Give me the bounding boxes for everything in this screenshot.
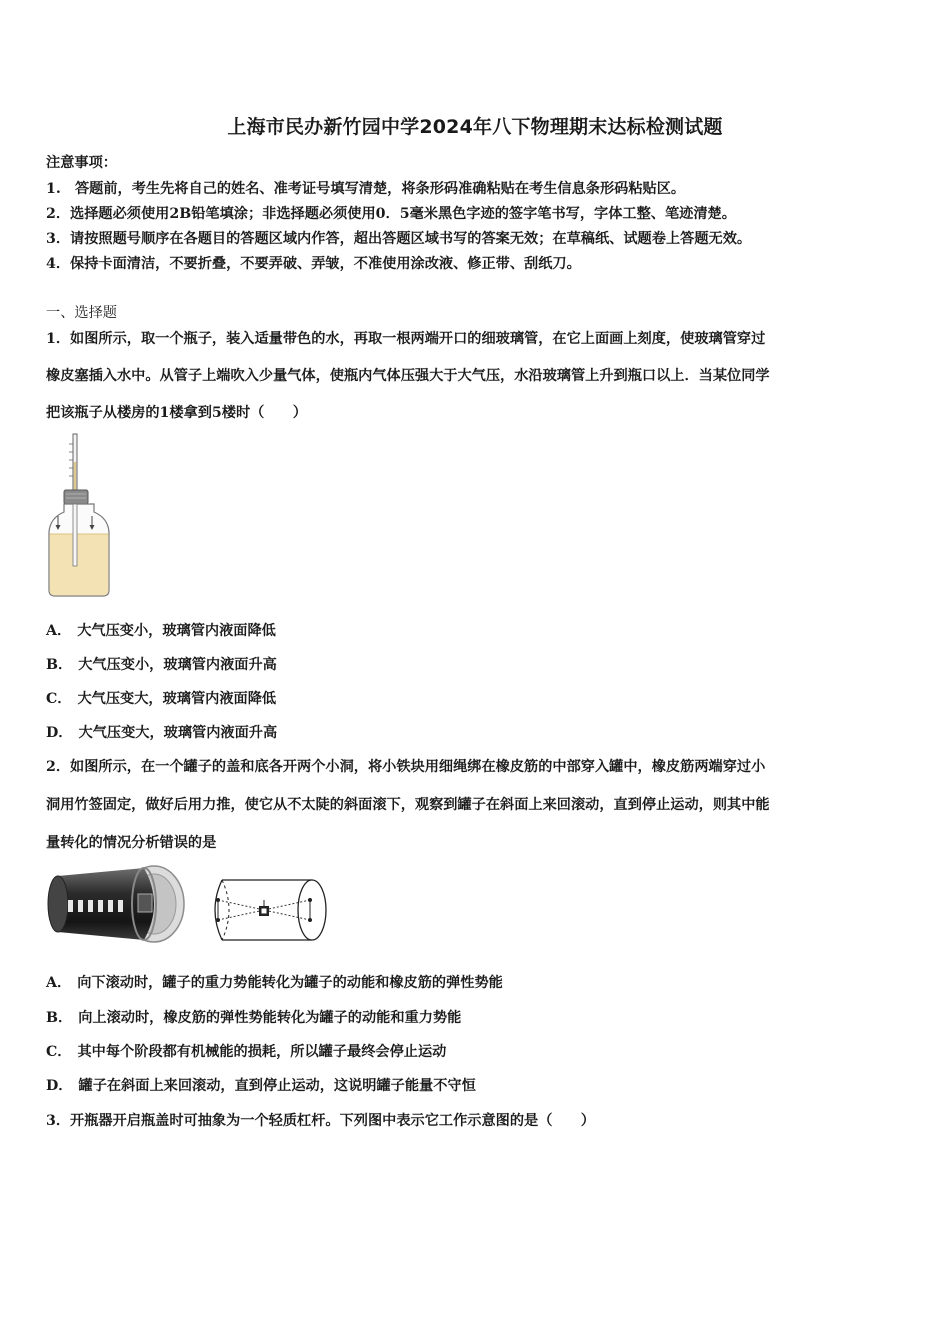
question-1-option-c[interactable] [46,688,276,708]
option-text: 其中每个阶段都有机械能的损耗，所以罐子最终会停止运动 [77,1044,447,1060]
notice-item: 4．保持卡面清洁，不要折叠，不要弄破、弄皱，不准使用涂改液、修正带、刮纸刀。 [46,256,581,272]
question-2-option-b[interactable] [46,1007,461,1027]
option-letter: A． [46,975,72,991]
option-letter: C． [46,1044,72,1060]
question-1-line: 把该瓶子从楼房的1楼拿到5楼时（ ） [46,405,307,421]
option-letter: B． [46,1010,73,1026]
option-letter: D． [46,1078,73,1094]
option-letter: A． [46,623,72,639]
option-text: 罐子在斜面上来回滚动，直到停止运动，这说明罐子能量不守恒 [78,1078,476,1094]
question-1-line: 橡皮塞插入水中。从管子上端吹入少量气体，使瓶内气体压强大于大气压，水沿玻璃管上升到瓶口以上．当某位同学 [46,368,770,384]
question-2-line: 2．如图所示，在一个罐子的盖和底各开两个小洞，将小铁块用细绳绑在橡皮筋的中部穿入罐中，橡皮筋两端穿过小 [46,759,766,775]
page-title: 上海市民办新竹园中学2024年八下物理期末达标检测试题 [227,116,723,138]
section-heading: 一、选择题 [46,305,117,321]
can-schematic-figure [204,876,330,944]
question-2-line: 量转化的情况分析错误的是 [46,835,217,851]
question-3-line: 3．开瓶器开启瓶盖时可抽象为一个轻质杠杆。下列图中表示它工作示意图的是（ ） [46,1113,595,1129]
notice-item: 1. 答题前，考生先将自己的姓名、准考证号填写清楚，将条形码准确粘贴在考生信息条形码粘贴区。 [46,181,686,197]
notice-heading: 注意事项： [46,155,117,171]
option-text: 大气压变大，玻璃管内液面升高 [78,725,278,741]
option-text: 大气压变小，玻璃管内液面升高 [78,657,277,673]
option-text: 大气压变大，玻璃管内液面降低 [77,691,277,707]
notice-item: 2．选择题必须使用2B铅笔填涂；非选择题必须使用0．5毫米黑色字迹的签字笔书写，字体工整、笔迹清楚。 [46,206,736,222]
question-2-option-a[interactable] [46,972,503,992]
option-letter: D． [46,725,73,741]
option-text: 向下滚动时，罐子的重力势能转化为罐子的动能和橡皮筋的弹性势能 [77,975,503,991]
can-photo-figure [44,860,188,948]
question-1-line: 1．如图所示，取一个瓶子，装入适量带色的水，再取一根两端开口的细玻璃管，在它上面画上刻度，使玻璃管穿过 [46,331,766,347]
question-1-option-d[interactable] [46,722,277,742]
question-2-option-d[interactable] [46,1075,476,1095]
question-1-option-b[interactable] [46,654,277,674]
option-text: 大气压变小，玻璃管内液面降低 [77,623,276,639]
question-2-line: 洞用竹签固定，做好后用力推，使它从不太陡的斜面滚下，观察到罐子在斜面上来回滚动，直到停止运动，则其中能 [46,797,770,813]
option-letter: B． [46,657,73,673]
bottle-figure [44,432,114,598]
question-2-option-c[interactable] [46,1041,446,1061]
question-1-option-a[interactable] [46,620,276,640]
notice-item: 3．请按照题号顺序在各题目的答题区域内作答，超出答题区域书写的答案无效；在草稿纸、试题卷上答题无效。 [46,231,752,247]
option-text: 向上滚动时，橡皮筋的弹性势能转化为罐子的动能和重力势能 [78,1010,462,1026]
option-letter: C． [46,691,72,707]
